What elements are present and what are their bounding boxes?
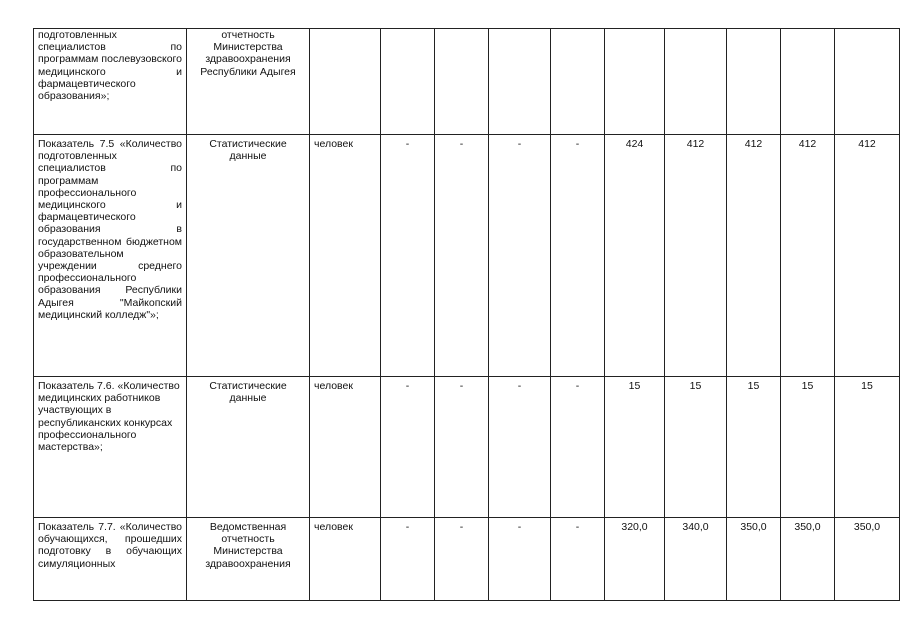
value-cell xyxy=(727,29,781,135)
value-cell xyxy=(605,29,665,135)
value-cell xyxy=(489,29,551,135)
value-cell xyxy=(435,29,489,135)
value-cell: 350,0 xyxy=(727,518,781,601)
value-cell: - xyxy=(489,377,551,518)
value-cell: 15 xyxy=(605,377,665,518)
table-row xyxy=(34,135,900,377)
indicator-name-cell: Показатель 7.7. «Количество обучающихся, прошедших подготовку в обучающих симуляционных xyxy=(34,518,187,601)
unit-cell: человек xyxy=(310,377,381,518)
value-cell: - xyxy=(435,518,489,601)
indicators-table xyxy=(33,28,900,601)
unit-cell: человек xyxy=(310,135,381,377)
value-cell: - xyxy=(551,518,605,601)
value-cell: 412 xyxy=(665,135,727,377)
indicator-name-cell: Показатель 7.6. «Количество медицинских работников участвующих в республиканских конкурсах профессионального мастерства»; xyxy=(34,377,187,518)
document-page xyxy=(33,28,905,622)
value-cell: 320,0 xyxy=(605,518,665,601)
value-cell: - xyxy=(435,135,489,377)
value-cell: - xyxy=(551,377,605,518)
value-cell: - xyxy=(551,135,605,377)
value-cell: - xyxy=(489,135,551,377)
value-cell: 15 xyxy=(665,377,727,518)
unit-cell xyxy=(310,29,381,135)
value-cell: - xyxy=(381,135,435,377)
value-cell: 424 xyxy=(605,135,665,377)
value-cell: 350,0 xyxy=(835,518,900,601)
data-source-cell: Статистические данные xyxy=(187,135,310,377)
value-cell: 350,0 xyxy=(781,518,835,601)
value-cell: - xyxy=(381,377,435,518)
data-source-cell: Статистические данные xyxy=(187,377,310,518)
value-cell xyxy=(381,29,435,135)
value-cell: 15 xyxy=(781,377,835,518)
table-row xyxy=(34,377,900,518)
value-cell xyxy=(835,29,900,135)
value-cell: - xyxy=(435,377,489,518)
unit-cell: человек xyxy=(310,518,381,601)
value-cell xyxy=(551,29,605,135)
indicator-name-cell: подготовленных специалистов по программам послевузовского медицинского и фармацевтического образования»; xyxy=(34,29,187,135)
value-cell: 412 xyxy=(781,135,835,377)
value-cell xyxy=(665,29,727,135)
value-cell: - xyxy=(489,518,551,601)
indicator-name-cell: Показатель 7.5 «Количество подготовленных специалистов по программам профессионального медицинского и фармацевтического образования в государственном бюджетном образовательном учреждении среднего профессионального образования Республики Адыгея "Майкопский медицинский колледж"»; xyxy=(34,135,187,377)
value-cell: 340,0 xyxy=(665,518,727,601)
table-row xyxy=(34,518,900,601)
value-cell: 15 xyxy=(727,377,781,518)
value-cell: - xyxy=(381,518,435,601)
value-cell: 412 xyxy=(835,135,900,377)
data-source-cell: отчетность Министерства здравоохранения Республики Адыгея xyxy=(187,29,310,135)
value-cell: 15 xyxy=(835,377,900,518)
table-row xyxy=(34,29,900,135)
value-cell: 412 xyxy=(727,135,781,377)
value-cell xyxy=(781,29,835,135)
data-source-cell: Ведомственная отчетность Министерства здравоохранения xyxy=(187,518,310,601)
